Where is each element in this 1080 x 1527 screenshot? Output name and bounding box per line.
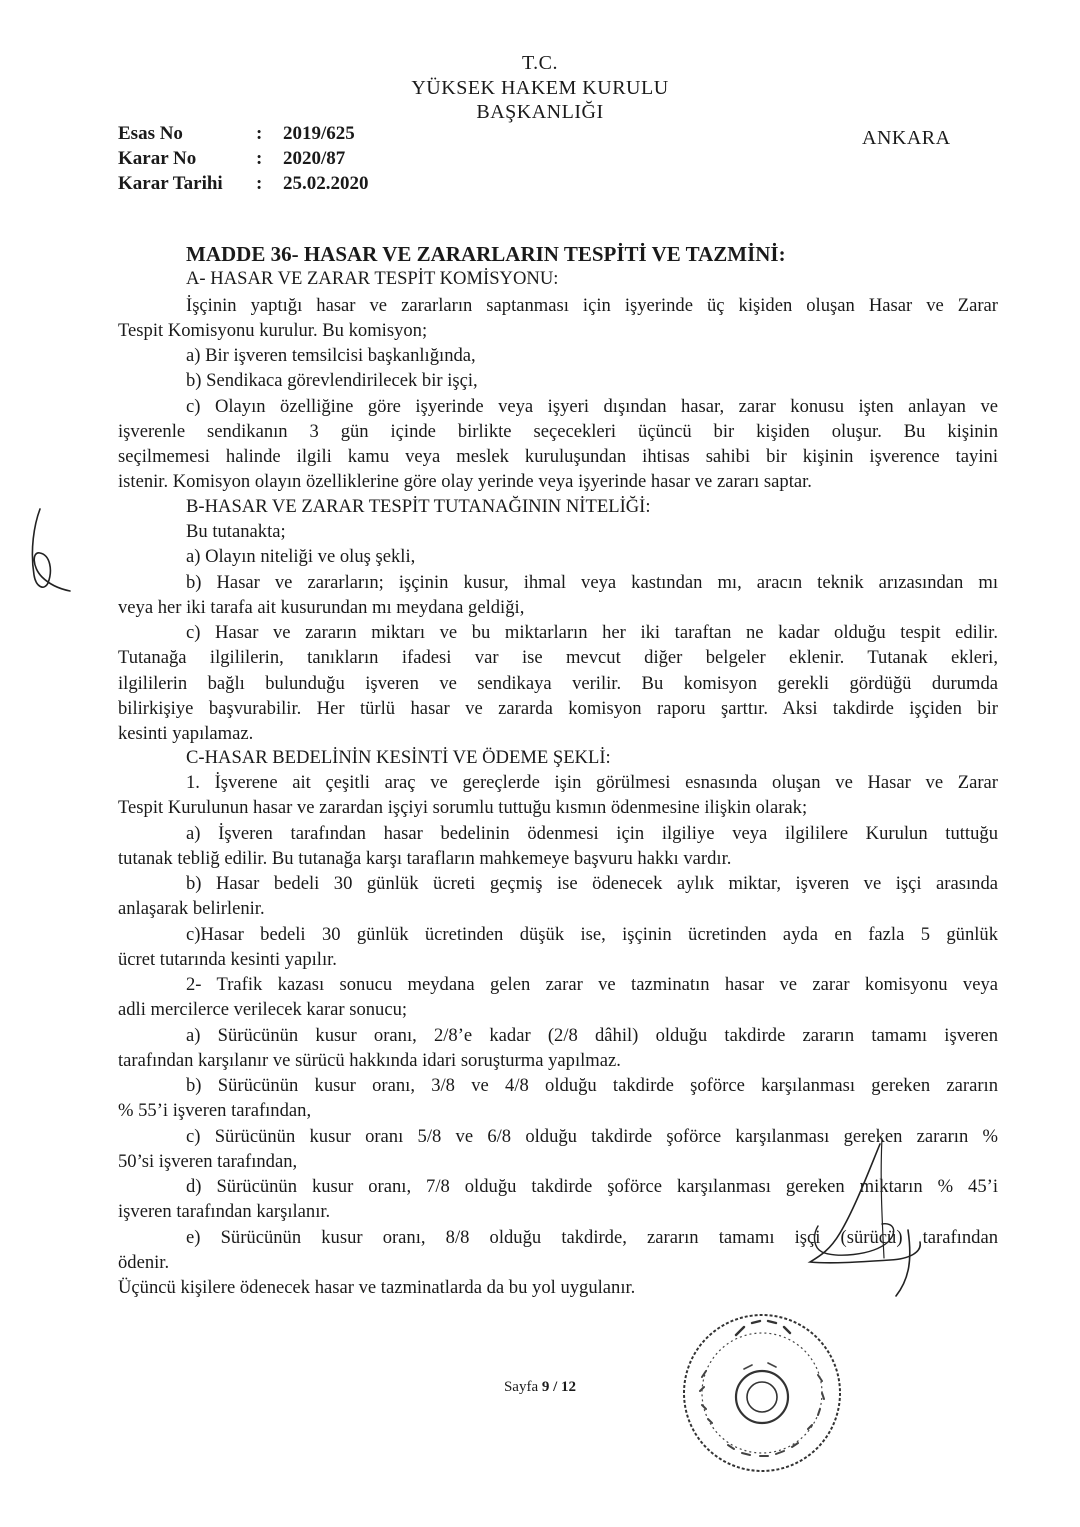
list-item: e) Sürücünün kusur oranı, 8/8 olduğu takdirde, zararın tamamı işçi (sürücü) tarafından: [186, 1227, 998, 1248]
body-line: % 55’i işveren tarafından,: [118, 1100, 312, 1121]
karar-row: [0, 148, 600, 172]
list-item: a) Sürücünün kusur oranı, 2/8’e kadar (2/8 dâhil) olduğu takdirde zararın tamamı işveren: [186, 1025, 998, 1046]
list-item: c) Sürücünün kusur oranı 5/8 ve 6/8 olduğu takdirde şoförce karşılanması gereken zararın %: [186, 1126, 998, 1147]
closing-line: Üçüncü kişilere ödenecek hasar ve tazminatlarda da bu yol uygulanır.: [118, 1277, 636, 1298]
body-line: Tutanağa ilgililerin, tanıkların ifadesi var ise mevcut diğer belgeler eklenir. Tutanak ekleri,: [118, 647, 998, 668]
header-presidency: BAŞKANLIĞI: [476, 101, 604, 123]
esas-separator: :: [256, 123, 263, 144]
body-line: tarafından karşılanır ve sürücü hakkında idari soruşturma yapılmaz.: [118, 1050, 621, 1071]
body-line: adli mercilerce verilecek karar sonucu;: [118, 999, 408, 1020]
list-item: b) Sendikaca görevlendirilecek bir işçi,: [186, 370, 478, 391]
body-line: kesinti yapılamaz.: [118, 723, 254, 744]
page-value: 9 / 12: [541, 1379, 577, 1395]
karar-separator: :: [256, 148, 263, 169]
body-line: ödenir.: [118, 1252, 170, 1273]
tarih-value: 25.02.2020: [283, 173, 369, 194]
body-line: İşçinin yaptığı hasar ve zararların saptanması için işyerinde üç kişiden oluşan Hasar ve Zarar: [186, 295, 998, 316]
body-line: işveren tarafından karşılanır.: [118, 1201, 331, 1222]
karar-value: 2020/87: [283, 148, 346, 169]
body-line: ücret tutarında kesinti yapılır.: [118, 949, 337, 970]
header-institution: YÜKSEK HAKEM KURULU: [411, 77, 669, 99]
list-item: 2- Trafik kazası sonucu meydana gelen zarar ve tazminatın hasar ve zarar komisyonu veya: [186, 974, 998, 995]
esas-value: 2019/625: [283, 123, 355, 144]
list-item: b) Hasar ve zararların; işçinin kusur, ihmal veya kastından mı, aracın teknik arızasından mı: [186, 572, 998, 593]
body-line: ilgililerin bağlı bulunduğu işveren ve sendikaya verilir. Bu komisyon gerekli gördüğü durumda: [118, 673, 998, 694]
esas-row: [0, 123, 600, 147]
city: ANKARA: [862, 127, 951, 149]
section-c-heading: C-HASAR BEDELİNİN KESİNTİ VE ÖDEME ŞEKLİ:: [186, 747, 611, 768]
tarih-row: [0, 173, 600, 197]
body-line: 50’si işveren tarafından,: [118, 1151, 298, 1172]
esas-label: Esas No: [118, 123, 183, 144]
list-item: 1. İşverene ait çeşitli araç ve gereçlerde işin görülmesi esnasında oluşan ve Hasar ve Zarar: [186, 772, 998, 793]
page-number: [0, 1379, 1080, 1396]
body-line: istenir. Komisyon olayın özelliklerine göre olay yerinde veya işyerinde hasar ve zararı saptar.: [118, 471, 812, 492]
list-item: c) Hasar ve zararın miktarı ve bu miktarların her iki taraftan ne kadar olduğu tespit edilir.: [186, 622, 998, 643]
list-item: d) Sürücünün kusur oranı, 7/8 olduğu takdirde şoförce karşılanması gereken miktarın % 45’i: [186, 1176, 998, 1197]
list-item: a) Olayın niteliği ve oluş şekli,: [186, 546, 416, 567]
list-item: c)Hasar bedeli 30 günlük ücretinden düşük ise, işçinin ücretinden ayda en fazla 5 günlük: [186, 924, 998, 945]
body-line: bilirkişiye başvurabilir. Her türlü hasar ve zararda komisyon raporu şarttır. Aksi takdirde işçiden bir: [118, 698, 998, 719]
karar-label: Karar No: [118, 148, 197, 169]
body-line: Tespit Kurulunun hasar ve zarardan işçiyi sorumlu tuttuğu kısmın ödenmesine ilişkin olarak;: [118, 797, 808, 818]
handwritten-initial: [26, 505, 76, 600]
tarih-label: Karar Tarihi: [118, 173, 223, 194]
list-item: c) Olayın özelliğine göre işyerinde veya işyeri dışından hasar, zarar konusu işten anlayan ve: [186, 396, 998, 417]
list-item: b) Hasar bedeli 30 günlük ücreti geçmiş ise ödenecek aylık miktar, işveren ve işçi arasında: [186, 873, 998, 894]
page-prefix: Sayfa: [503, 1379, 539, 1395]
tarih-separator: :: [256, 173, 263, 194]
body-line: seçilmemesi halinde ilgili kamu veya meslek kuruluşundan ihtisas sahibi bir kişinin işverence tayini: [118, 446, 998, 467]
signature: [800, 1138, 940, 1308]
list-item: b) Sürücünün kusur oranı, 3/8 ve 4/8 olduğu takdirde şoförce karşılanması gereken zararın: [186, 1075, 998, 1096]
list-item: a) Bir işveren temsilcisi başkanlığında,: [186, 345, 476, 366]
section-b-heading: B-HASAR VE ZARAR TESPİT TUTANAĞININ NİTELİĞİ:: [186, 496, 651, 517]
article-title: MADDE 36- HASAR VE ZARARLARIN TESPİTİ VE TAZMİNİ:: [186, 242, 786, 266]
header-tc: T.C.: [521, 52, 559, 74]
list-item: a) İşveren tarafından hasar bedelinin ödenmesi için ilgiliye veya ilgililere Kurulun tuttuğu: [186, 823, 998, 844]
body-line: işverenle sendikanın 3 gün içinde birlikte seçecekleri üçüncü bir kişiden oluşur. Bu kişinin: [118, 421, 998, 442]
section-a-heading: A- HASAR VE ZARAR TESPİT KOMİSYONU:: [186, 268, 559, 289]
body-line: tutanak tebliğ edilir. Bu tutanağa karşı tarafların mahkemeye başvuru hakkı vardır.: [118, 848, 732, 869]
body-line: Tespit Komisyonu kurulur. Bu komisyon;: [118, 320, 428, 341]
body-line: anlaşarak belirlenir.: [118, 898, 265, 919]
body-line: veya her iki tarafa ait kusurundan mı meydana geldiği,: [118, 597, 525, 618]
body-line: Bu tutanakta;: [186, 521, 286, 542]
